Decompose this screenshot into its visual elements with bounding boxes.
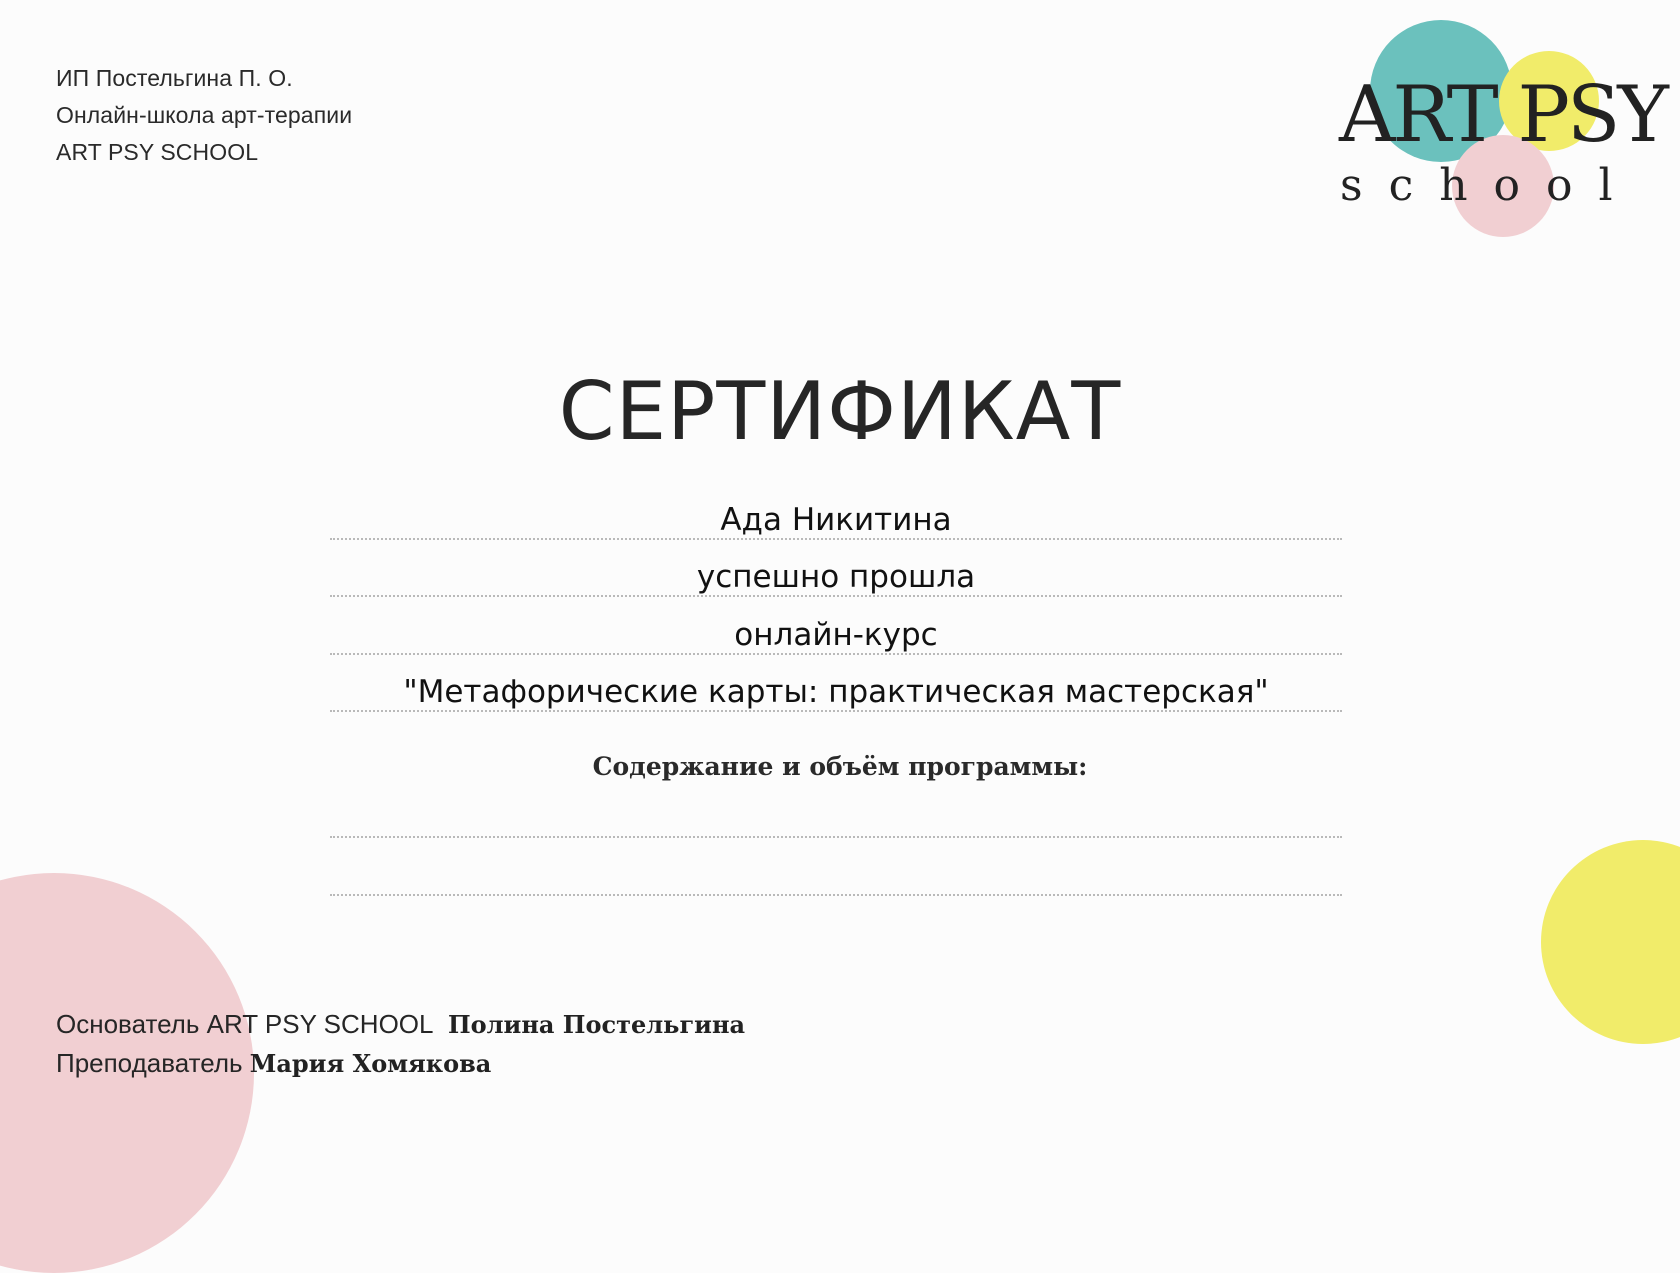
course-name-line [330, 655, 1342, 712]
teacher-name: Мария Хомякова [249, 1049, 492, 1078]
issuer-school-name: ART PSY SCHOOL [56, 139, 259, 165]
teacher-role: Преподаватель [56, 1048, 243, 1078]
founder-role: Основатель ART PSY SCHOOL [56, 1009, 434, 1039]
art-psy-school-logo [1330, 18, 1666, 243]
logo-main-text: ART PSY [1339, 70, 1666, 160]
issuer-entrepreneur: ИП Постельгина П. О. [56, 65, 293, 91]
logo-sub-text: school [1340, 160, 1639, 211]
issuer-school-type: Онлайн-школа арт-терапии [56, 102, 353, 128]
program-line-1 [330, 780, 1342, 838]
decorative-yellow-circle [1541, 840, 1680, 1044]
status-line [330, 539, 1342, 597]
program-heading: Содержание и объём программы: [592, 752, 1088, 781]
course-name: "Метафорические карты: практическая мастерская" [403, 674, 1269, 710]
program-line-2 [330, 838, 1342, 896]
course-type-line [330, 597, 1342, 655]
founder-row [56, 1005, 745, 1044]
recipient-name: Ада Никитина [720, 502, 952, 538]
completion-status: успешно прошла [696, 559, 976, 595]
course-type: онлайн-курс [734, 617, 938, 653]
certificate-title: СЕРТИФИКАТ [558, 365, 1122, 458]
recipient-line [330, 482, 1342, 540]
issuer-block [56, 60, 352, 171]
signatures-block [56, 1005, 745, 1083]
teacher-row [56, 1044, 745, 1083]
founder-name: Полина Постельгина [447, 1010, 746, 1039]
